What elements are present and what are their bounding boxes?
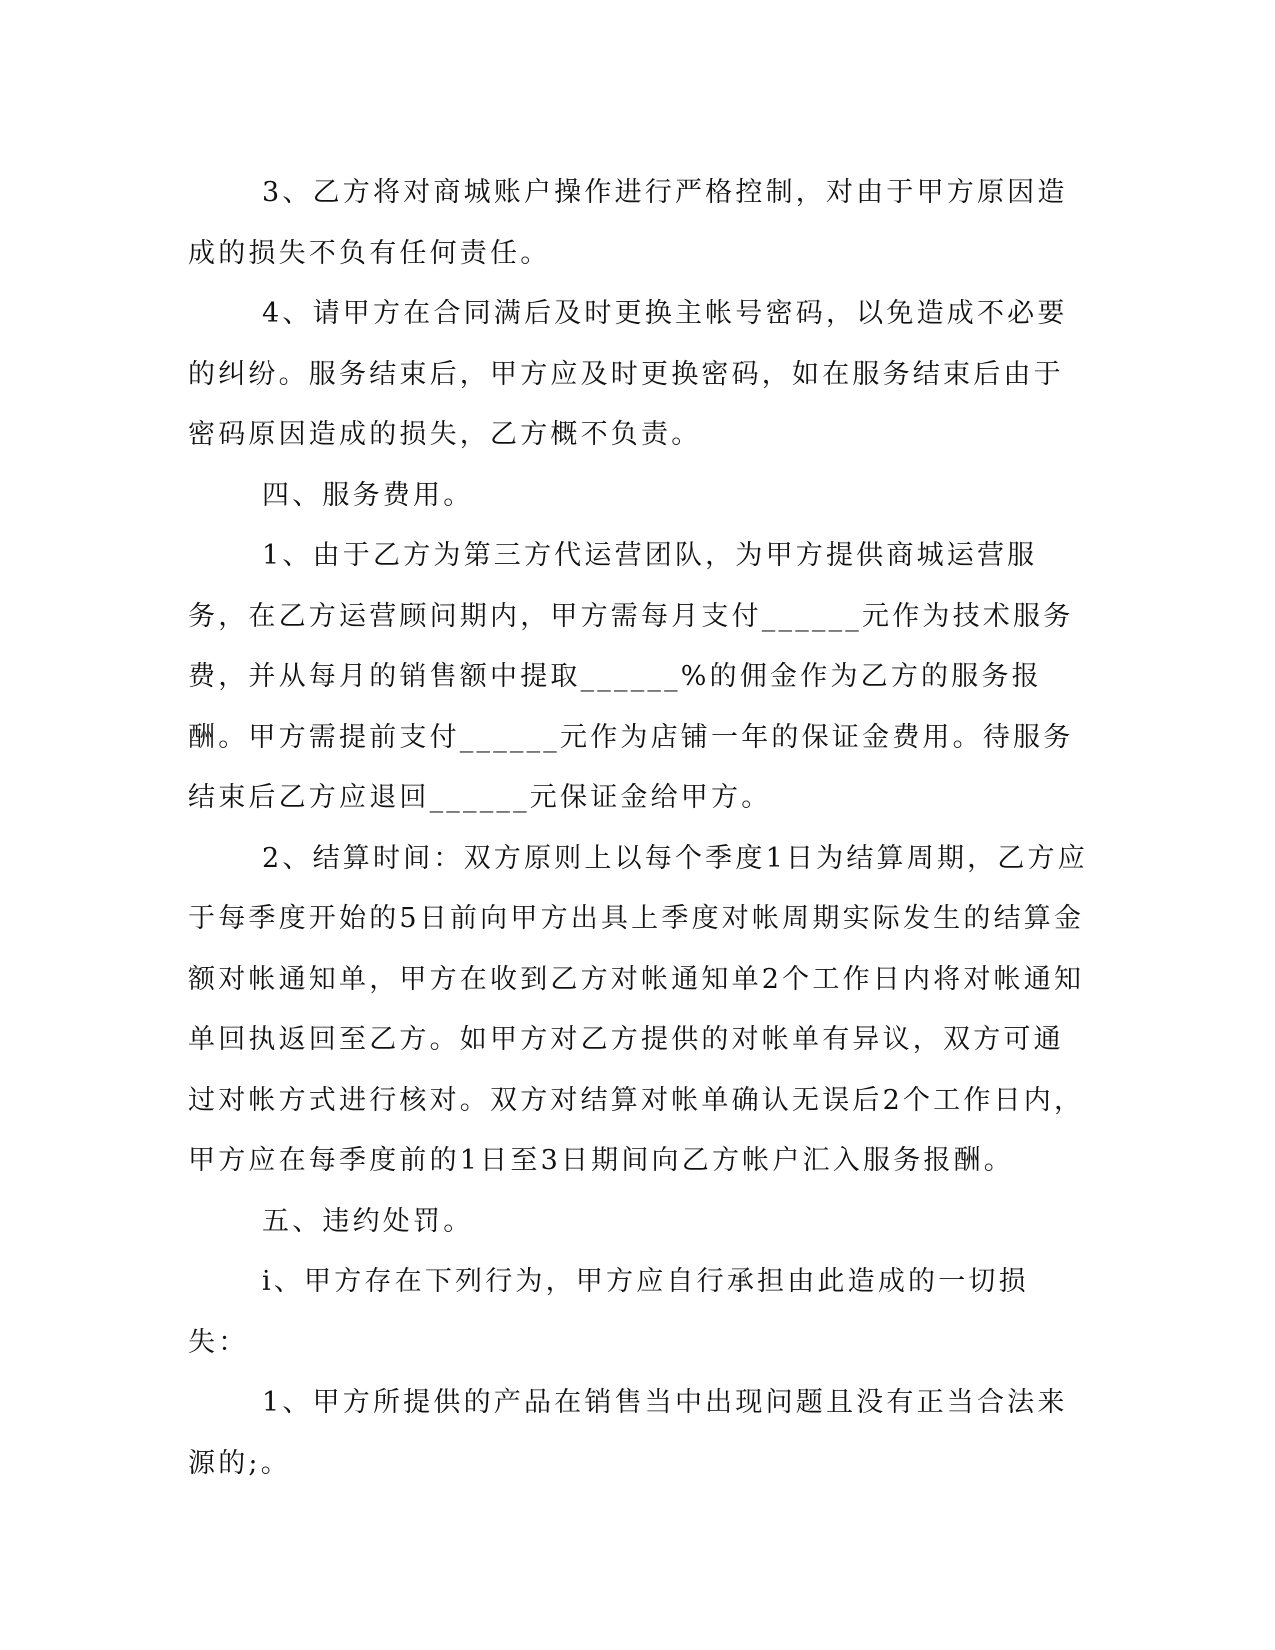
- paragraph-clause-3: 3、乙方将对商城账户操作进行严格控制，对由于甲方原因造成的损失不负有任何责任。: [188, 177, 1068, 269]
- paragraph-fee-clause-1: 1、由于乙方为第三方代运营团队，为甲方提供商城运营服务，在乙方运营顾问期内，甲方需每月支付______元作为技术服务费，并从每月的销售额中提取______%的佣金作为乙方的服务报酬。甲方需提前支付______元作为店铺一年的保证金费用。待服务结束后乙方应退回______元保证金给甲方。: [188, 540, 1074, 813]
- paragraph-breach-item-1: 1、甲方所提供的产品在销售当中出现问题且没有正当合法来源的;。: [188, 1387, 1068, 1479]
- section-heading-service-fee: 四、服务费用。: [262, 479, 474, 511]
- paragraph-clause-4: 4、请甲方在合同满后及时更换主帐号密码，以免造成不必要的纠纷。服务结束后，甲方应及时更换密码，如在服务结束后由于密码原因造成的损失，乙方概不负责。: [188, 298, 1068, 450]
- document-body: [188, 163, 1088, 1494]
- paragraph-breach-intro: i、甲方存在下列行为，甲方应自行承担由此造成的一切损失：: [188, 1266, 1029, 1358]
- section-heading-breach-penalty: 五、违约处罚。: [262, 1205, 474, 1237]
- paragraph-settlement-time: 2、结算时间：双方原则上以每个季度1日为结算周期，乙方应于每季度开始的5日前向甲方出具上季度对帐周期实际发生的结算金额对帐通知单，甲方在收到乙方对帐通知单2个工作日内将对帐通知单回执返回至乙方。如甲方对乙方提供的对帐单有异议，双方可通过对帐方式进行核对。双方对结算对帐单确认无误后2个工作日内，甲方应在每季度前的1日至3日期间向乙方帐户汇入服务报酬。: [188, 842, 1088, 1176]
